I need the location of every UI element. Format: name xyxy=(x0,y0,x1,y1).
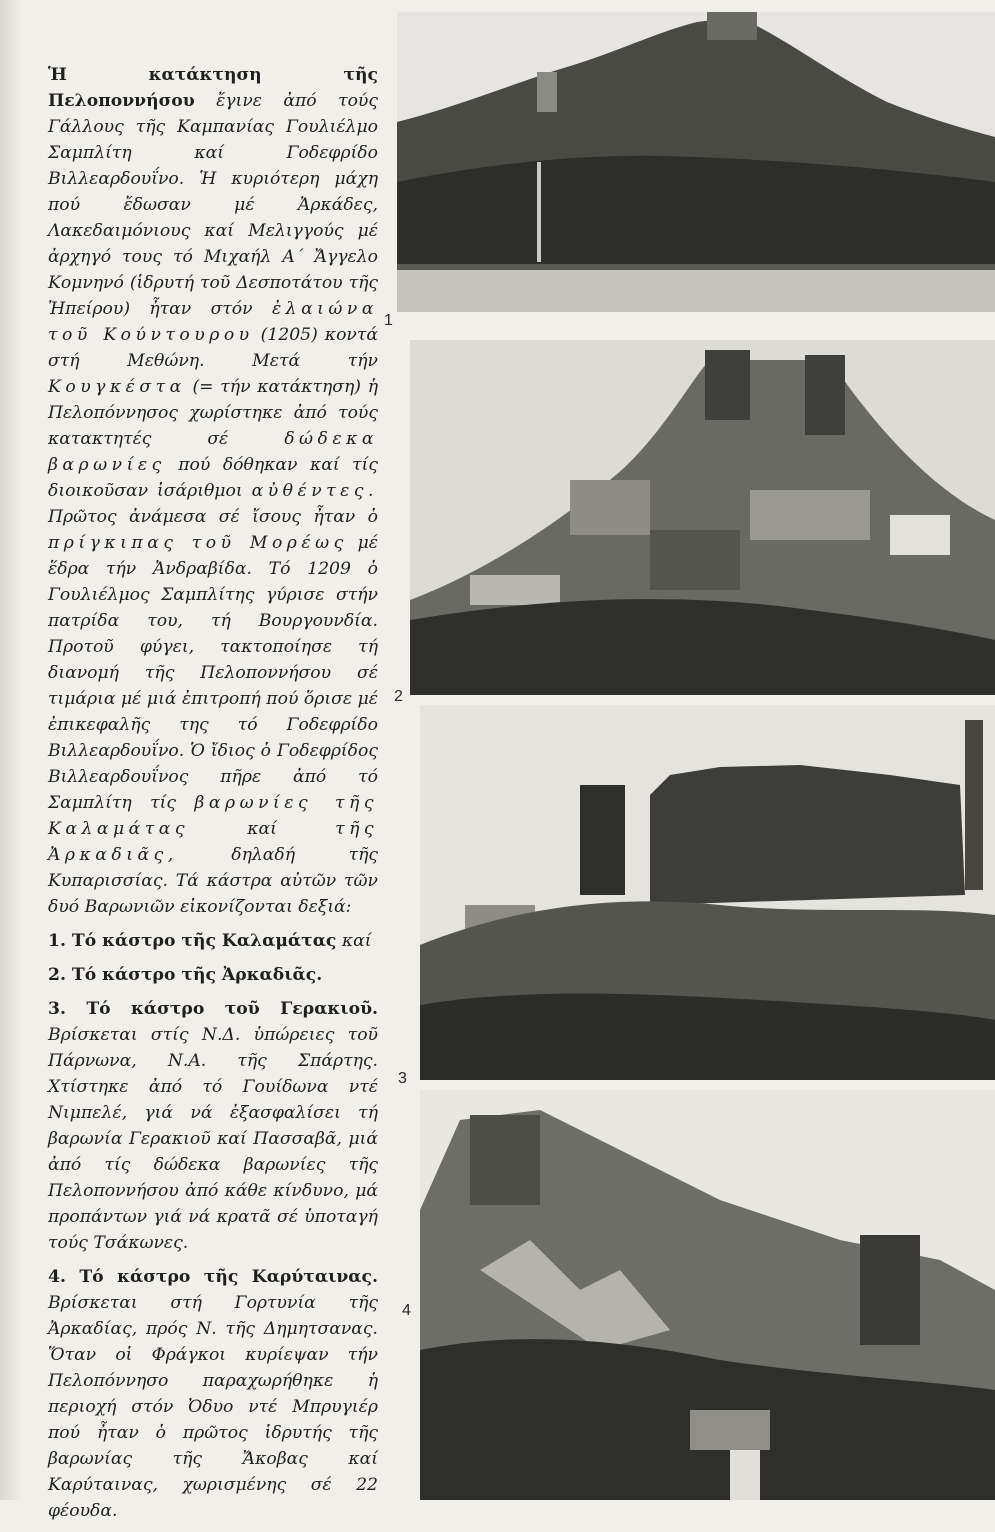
photo-castle-geraki xyxy=(420,705,995,1080)
photo-castle-arkadia xyxy=(410,340,995,695)
figure-number-2: 2 xyxy=(394,688,403,705)
body-text-column xyxy=(48,62,378,1532)
list-item-3: 3. Τό κάστρο τοῦ Γερακιοῦ. Βρίσκεται στίς Ν.Δ. ὑπώρειες τοῦ Πάρνωνα, Ν.Α. τῆς Σπάρτης. Χτίστηκε ἀπό τό Γουίδωνα ντέ Νιμπελέ, γιά νά ἐξασφαλίσει τή βαρωνία Γερακιοῦ καί Πασσαβᾶ, μιά ἀπό τίς δώδεκα βαρωνίες τῆς Πελοποννήσου ἀπό κάθε κίνδυνο, μά προπάντων γιά νά κρατᾶ σέ ὑποταγή τούς Τσάκωνες. xyxy=(48,999,378,1253)
photo-castle-kalamata xyxy=(397,12,995,312)
figure-number-3: 3 xyxy=(398,1070,407,1087)
list-item-4: 4. Τό κάστρο τῆς Καρύταινας. Βρίσκεται στή Γορτυνία τῆς Ἀρκαδίας, πρός Ν. τῆς Δημητσανας. Ὅταν οἱ Φράγκοι κυρίεψαν τήν Πελοπόννησο παραχωρήθηκε ἡ περιοχή στόν Ὀδυο ντέ Μπρυγιέρ πού ἦταν ὁ πρῶτος ἱδρυτής τῆς βαρωνίας τῆς Ἄκοβας καί Καρύταινας, χωρισμένης σέ 22 φέουδα. xyxy=(48,1267,378,1521)
page-gutter xyxy=(0,0,22,1500)
figure-number-4: 4 xyxy=(402,1302,411,1319)
photo-castle-karytaina xyxy=(420,1090,995,1500)
intro-paragraph: Ἡ κατάκτηση τῆς Πελοποννήσου ἔγινε ἀπό τούς Γάλλους τῆς Καμπανίας Γουλιέλμο Σαμπλίτη καί Γοδεφρίδο Βιλλεαρδουΐνο. Ἡ κυριότερη μάχη πού ἔδωσαν μέ Ἀρκάδες, Λακεδαιμόνιους καί Μελιγγούς μέ ἀρχηγό τους τό Μιχαήλ Α΄ Ἄγγελο Κομνηνό (ἱδρυτή τοῦ Δεσποτάτου τῆς Ἠπείρου) ἦταν στόν ἐλαιώνα τοῦ Κούντουρου (1205) κοντά στή Μεθώνη. Μετά τήν Κουγκέστα (= τήν κατάκτηση) ἡ Πελοπόννησος χωρίστηκε ἀπό τούς κατακτητές σέ δώδεκα βαρωνίες πού δόθηκαν καί τίς διοικοῦσαν ἰσάριθμοι αὐθέντες. Πρῶτος ἀνάμεσα σέ ἴσους ἦταν ὁ πρίγκιπας τοῦ Μορέως μέ ἕδρα τήν Ἀνδραβίδα. Τό 1209 ὁ Γουλιέλμος Σαμπλίτης γύρισε στήν πατρίδα του, τή Βουργουνδία. Προτοῦ φύγει, τακτοποίησε τή διανομή τῆς Πελοποννήσου σέ τιμάρια μέ μιά ἐπιτροπή πού ὅρισε μέ ἐπικεφαλῆς της τό Γοδεφρίδο Βιλλεαρδουΐνο. Ὁ ἴδιος ὁ Γοδεφρίδος Βιλλεαρδουΐνος πῆρε ἀπό τό Σαμπλίτη τίς βαρωνίες τῆς Καλαμάτας καί τῆς Ἀρκαδιᾶς, δηλαδή τῆς Κυπαρισσίας. Τά κάστρα αὐτῶν τῶν δυό Βαρωνιῶν εἰκονίζονται δεξιά: xyxy=(48,65,379,917)
list-item-1: 1. Τό κάστρο τῆς Καλαμάτας καί xyxy=(48,931,372,951)
section-heading: Ἡ κατάκτηση τῆς Πελοποννήσου xyxy=(48,65,378,111)
figure-number-1: 1 xyxy=(384,312,393,329)
list-item-2: 2. Τό κάστρο τῆς Ἀρκαδιᾶς. xyxy=(48,965,323,985)
